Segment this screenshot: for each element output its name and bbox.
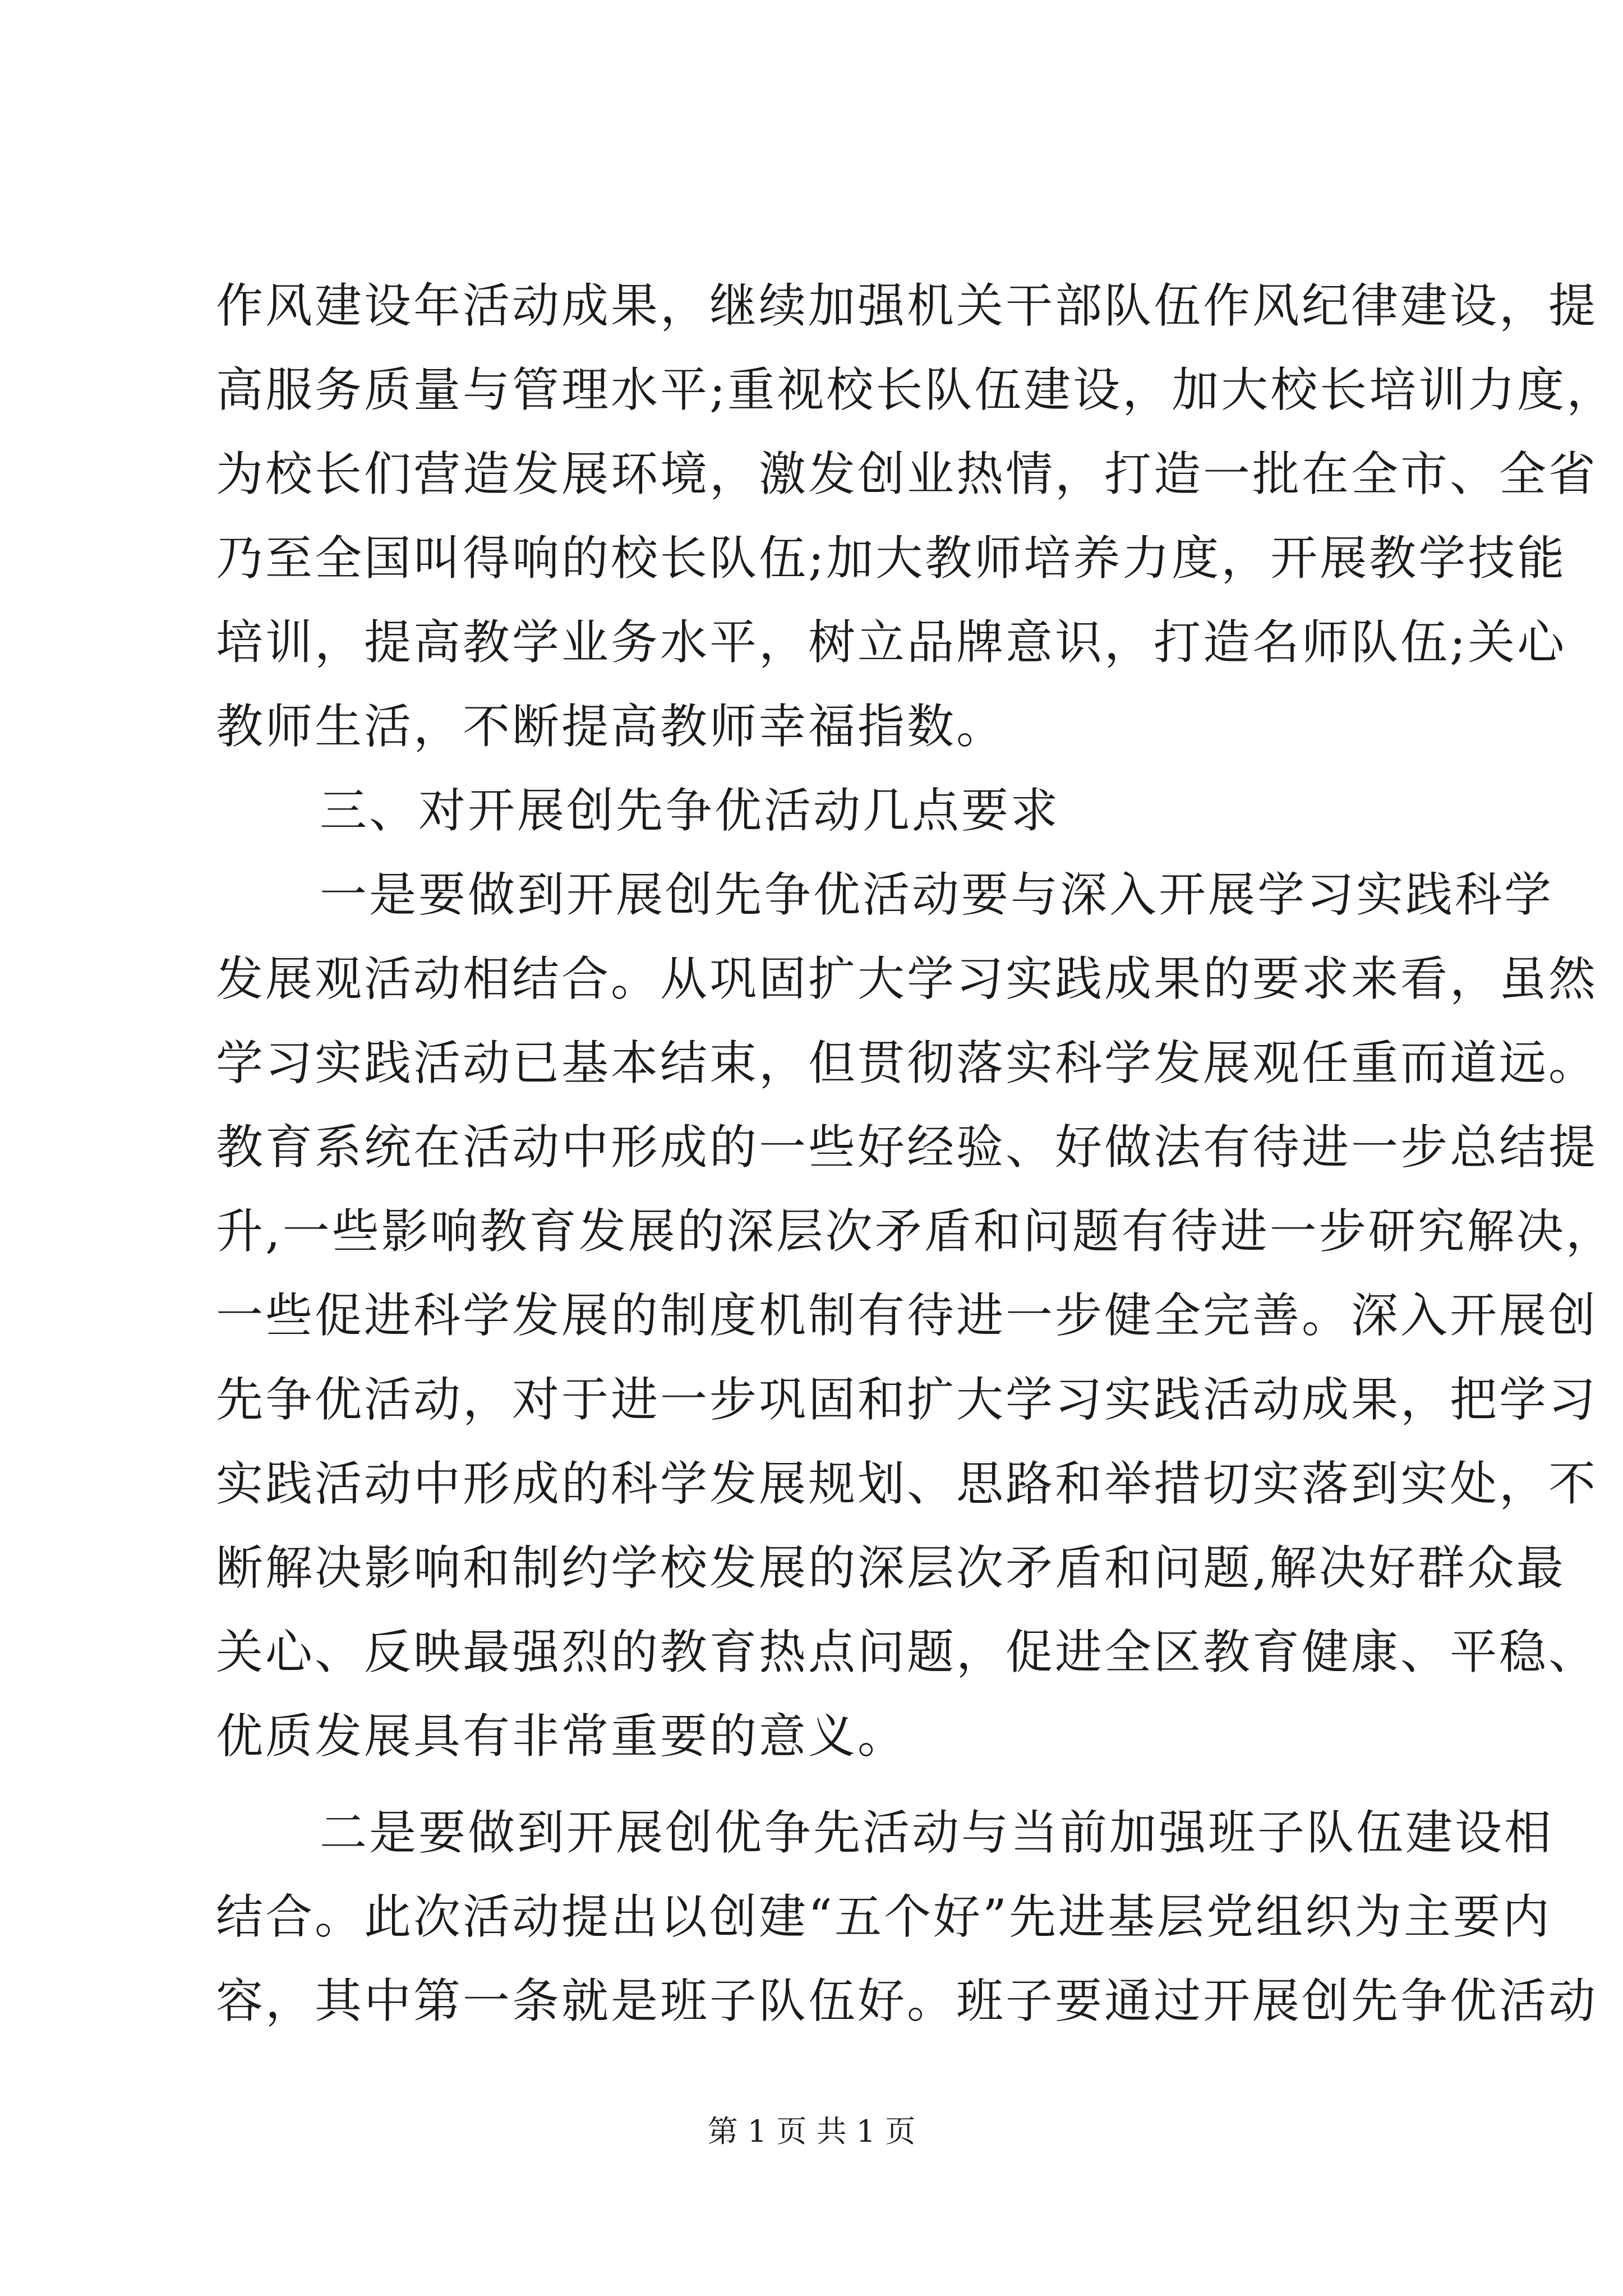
text-line: 断解决影响和制约学校发展的深层次矛盾和问题,解决好群众最 bbox=[216, 1540, 1566, 1595]
document-body bbox=[216, 264, 1616, 2043]
text-line: 容，其中第一条就是班子队伍好。班子要通过开展创先争优活动 bbox=[216, 1973, 1598, 2028]
page-footer: 第 1 页 共 1 页 bbox=[707, 2114, 916, 2149]
text-line: 实践活动中形成的科学发展规划、思路和举措切实落到实处，不 bbox=[216, 1456, 1598, 1511]
text-line: 作风建设年活动成果，继续加强机关干部队伍作风纪律建设，提 bbox=[216, 278, 1598, 333]
text-line: 关心、反映最强烈的教育热点问题，促进全区教育健康、平稳、 bbox=[216, 1625, 1598, 1680]
text-line: 高服务质量与管理水平;重视校长队伍建设，加大校长培训力度， bbox=[216, 362, 1616, 417]
text-line: 二是要做到开展创优争先活动与当前加强班子队伍建设相 bbox=[320, 1805, 1554, 1860]
text-line: 培训，提高教学业务水平，树立品牌意识，打造名师队伍;关心 bbox=[216, 615, 1567, 670]
text-line: 一是要做到开展创先争优活动要与深入开展学习实践科学 bbox=[320, 867, 1554, 922]
text-line: 一些促进科学发展的制度机制有待进一步健全完善。深入开展创 bbox=[216, 1288, 1598, 1343]
text-line: 结合。此次活动提出以创建“五个好”先进基层党组织为主要内 bbox=[216, 1889, 1552, 1944]
text-line: 乃至全国叫得响的校长队伍;加大教师培养力度，开展教学技能 bbox=[216, 531, 1567, 586]
text-line: 升,一些影响教育发展的深层次矛盾和问题有待进一步研究解决， bbox=[216, 1204, 1615, 1259]
text-line: 教师生活，不断提高教师幸福指数。 bbox=[216, 699, 1006, 754]
section-heading: 三、对开展创先争优活动几点要求 bbox=[320, 783, 1061, 838]
text-line: 发展观活动相结合。从巩固扩大学习实践成果的要求来看，虽然 bbox=[216, 951, 1598, 1006]
text-line: 先争优活动，对于进一步巩固和扩大学习实践活动成果，把学习 bbox=[216, 1372, 1598, 1427]
text-line: 优质发展具有非常重要的意义。 bbox=[216, 1709, 907, 1764]
text-line: 学习实践活动已基本结束，但贯彻落实科学发展观任重而道远。 bbox=[216, 1036, 1598, 1091]
text-line: 教育系统在活动中形成的一些好经验、好做法有待进一步总结提 bbox=[216, 1120, 1598, 1175]
text-line: 为校长们营造发展环境，激发创业热情，打造一批在全市、全省 bbox=[216, 447, 1598, 501]
